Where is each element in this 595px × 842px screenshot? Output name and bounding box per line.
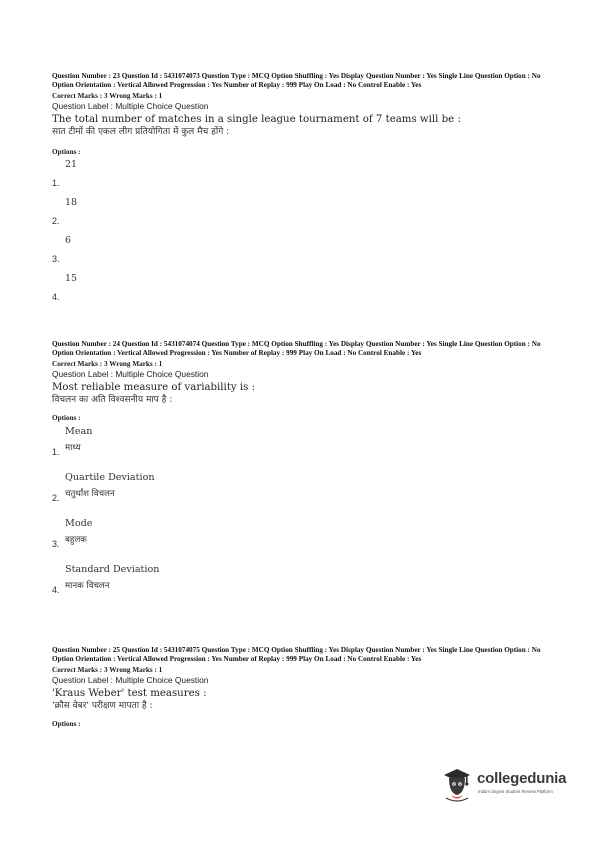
logo-wordmark: collegedunia [477, 770, 567, 787]
option-3[interactable] [52, 514, 547, 560]
option-4[interactable] [52, 560, 547, 606]
option-text-hi: चतुर्थांश विचलन [65, 489, 115, 500]
question-text-en: 'Kraus Weber' test measures : [52, 688, 207, 700]
option-text-hi: मानक विचलन [65, 581, 110, 592]
option-text-en: Quartile Deviation [65, 472, 155, 484]
option-number: 4. [52, 585, 60, 596]
option-number: 1. [52, 178, 60, 189]
question-23 [52, 72, 547, 308]
option-text-hi: बहुलक [65, 535, 87, 546]
question-24 [52, 340, 547, 606]
option-text-en: Mean [65, 426, 93, 438]
question-label: Question Label : Multiple Choice Question [52, 675, 209, 686]
options-label: Options : [52, 414, 81, 423]
option-number: 2. [52, 493, 60, 504]
question-25 [52, 646, 547, 728]
question-text-hi: 'क्रौस वेबर' परीक्षण मापता है : [52, 701, 153, 712]
question-marks: Correct Marks : 3 Wrong Marks : 1 [52, 666, 163, 675]
logo-tagline: India's largest Student Review Platform [478, 789, 553, 794]
graduate-mascot-icon [440, 766, 474, 802]
question-text-en: The total number of matches in a single league tournament of 7 teams will be : [52, 114, 461, 126]
question-marks: Correct Marks : 3 Wrong Marks : 1 [52, 360, 163, 369]
option-1[interactable] [52, 422, 547, 468]
option-4[interactable] [52, 270, 547, 308]
option-number: 3. [52, 539, 60, 550]
question-marks: Correct Marks : 3 Wrong Marks : 1 [52, 92, 163, 101]
option-number: 4. [52, 292, 60, 303]
collegedunia-logo [440, 766, 567, 806]
option-number: 3. [52, 254, 60, 265]
option-2[interactable] [52, 468, 547, 514]
option-3[interactable] [52, 232, 547, 270]
question-text-hi: सात टीमों की एकल लीग प्रतियोगिता में कुल मैच होंगे : [52, 127, 230, 138]
option-value: 18 [65, 197, 78, 209]
question-text-hi: विचलन का अति विश्वसनीय माप है : [52, 395, 173, 406]
option-number: 2. [52, 216, 60, 227]
option-number: 1. [52, 447, 60, 458]
option-value: 21 [65, 159, 78, 171]
option-value: 15 [65, 273, 78, 285]
options-label: Options : [52, 720, 81, 729]
option-value: 6 [65, 235, 72, 247]
option-text-en: Mode [65, 518, 93, 530]
options-label: Options : [52, 148, 81, 157]
question-meta: Question Number : 23 Question Id : 5431074073 Question Type : MCQ Option Shuffling : Yes Display Question Number : Yes Single Line Question Option : No Option Orientation : Vertical Allowed Progression : Yes Number of Replay : 999 Play On Load : No Control Enable : Yes [52, 72, 541, 89]
option-text-hi: माध्य [65, 443, 81, 454]
question-label: Question Label : Multiple Choice Question [52, 101, 209, 112]
option-text-en: Standard Deviation [65, 564, 160, 576]
option-1[interactable] [52, 156, 547, 194]
question-label: Question Label : Multiple Choice Question [52, 369, 209, 380]
question-text-en: Most reliable measure of variability is : [52, 382, 256, 394]
option-2[interactable] [52, 194, 547, 232]
question-meta: Question Number : 24 Question Id : 5431074074 Question Type : MCQ Option Shuffling : Yes Display Question Number : Yes Single Line Question Option : No Option Orientation : Vertical Allowed Progression : Yes Number of Replay : 999 Play On Load : No Control Enable : Yes [52, 340, 541, 357]
question-meta: Question Number : 25 Question Id : 5431074075 Question Type : MCQ Option Shuffling : Yes Display Question Number : Yes Single Line Question Option : No Option Orientation : Vertical Allowed Progression : Yes Number of Replay : 999 Play On Load : No Control Enable : Yes [52, 646, 541, 663]
